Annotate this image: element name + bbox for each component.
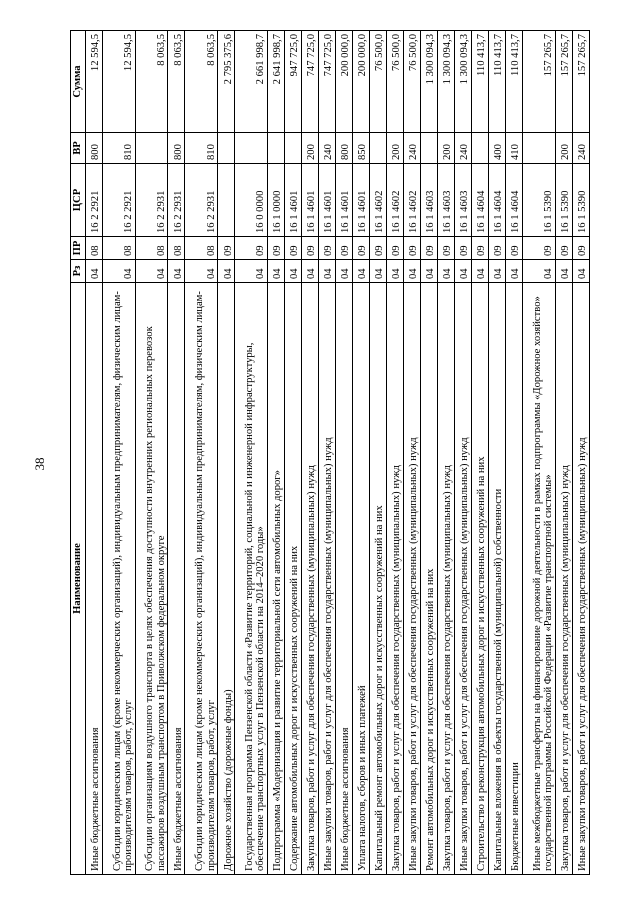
cell-pr: 08 (135, 237, 168, 260)
cell-pr: 09 (437, 237, 454, 260)
table-row (267, 31, 284, 875)
cell-csr: 16 1 4604 (471, 164, 488, 237)
cell-vr (284, 133, 301, 164)
cell-pr: 09 (523, 237, 556, 260)
cell-name: Закупка товаров, работ и услуг для обеспечения государственных (муниципальных) нужд (301, 283, 318, 875)
table-row (235, 31, 268, 875)
table-row (168, 31, 185, 875)
cell-pr: 09 (235, 237, 268, 260)
cell-name: Иные закупки товаров, работ и услуг для обеспечения государственных (муниципальных) нужд (454, 283, 471, 875)
header-vr: ВР (71, 133, 86, 164)
cell-rz: 04 (103, 260, 136, 283)
cell-csr: 16 2 2931 (185, 164, 218, 237)
cell-name: Субсидии организациям воздушного транспорта в целях обеспечения доступности внутренних региональных перевозок пассажиров воздушным транспортом в Приволжском федеральном округе (135, 283, 168, 875)
cell-rz: 04 (284, 260, 301, 283)
cell-vr: 240 (454, 133, 471, 164)
cell-csr: 16 1 4602 (369, 164, 386, 237)
cell-name: Закупка товаров, работ и услуг для обеспечения государственных (муниципальных) нужд (386, 283, 403, 875)
table-row (218, 31, 235, 875)
cell-csr: 16 1 4601 (318, 164, 335, 237)
cell-name: Ремонт автомобильных дорог и искусственных сооружений на них (420, 283, 437, 875)
cell-csr: 16 1 4602 (403, 164, 420, 237)
cell-csr: 16 1 4601 (335, 164, 352, 237)
cell-sum: 1 300 094,3 (420, 31, 437, 133)
cell-vr: 200 (386, 133, 403, 164)
cell-vr: 400 (489, 133, 506, 164)
cell-vr (471, 133, 488, 164)
cell-sum: 12 594,5 (103, 31, 136, 133)
cell-csr: 16 2 2931 (168, 164, 185, 237)
table-row (403, 31, 420, 875)
table-row (523, 31, 556, 875)
table-row (489, 31, 506, 875)
cell-name: Бюджетные инвестиции (506, 283, 523, 875)
cell-name: Иные закупки товаров, работ и услуг для обеспечения государственных (муниципальных) нужд (572, 283, 589, 875)
cell-rz: 04 (168, 260, 185, 283)
cell-csr: 16 1 0000 (267, 164, 284, 237)
header-row (71, 31, 86, 875)
cell-csr: 16 1 4604 (506, 164, 523, 237)
cell-rz: 04 (352, 260, 369, 283)
cell-vr: 410 (506, 133, 523, 164)
cell-rz: 04 (267, 260, 284, 283)
cell-sum: 1 300 094,3 (437, 31, 454, 133)
table-row (318, 31, 335, 875)
table-row (284, 31, 301, 875)
cell-rz: 04 (301, 260, 318, 283)
cell-pr: 09 (218, 237, 235, 260)
header-pr: ПР (71, 237, 86, 260)
cell-pr: 09 (284, 237, 301, 260)
cell-rz: 04 (185, 260, 218, 283)
cell-sum: 1 300 094,3 (454, 31, 471, 133)
cell-csr: 16 2 2921 (86, 164, 103, 237)
table-row (185, 31, 218, 875)
cell-sum: 8 063,5 (185, 31, 218, 133)
cell-pr: 09 (555, 237, 572, 260)
cell-sum: 8 063,5 (135, 31, 168, 133)
cell-pr: 09 (572, 237, 589, 260)
cell-rz: 04 (86, 260, 103, 283)
cell-csr: 16 1 5390 (523, 164, 556, 237)
cell-csr: 16 1 4602 (386, 164, 403, 237)
table-row (555, 31, 572, 875)
table-row (437, 31, 454, 875)
cell-sum: 110 413,7 (506, 31, 523, 133)
cell-vr: 240 (403, 133, 420, 164)
cell-vr: 800 (168, 133, 185, 164)
cell-name: Закупка товаров, работ и услуг для обеспечения государственных (муниципальных) нужд (555, 283, 572, 875)
cell-rz: 04 (506, 260, 523, 283)
cell-vr: 240 (318, 133, 335, 164)
cell-vr (369, 133, 386, 164)
cell-sum: 157 265,7 (523, 31, 556, 133)
cell-csr: 16 1 4604 (489, 164, 506, 237)
cell-vr: 810 (185, 133, 218, 164)
cell-sum: 12 594,5 (86, 31, 103, 133)
cell-name: Подпрограмма «Модернизация и развитие территориальной сети автомобильных дорог» (267, 283, 284, 875)
table-row (506, 31, 523, 875)
cell-csr: 16 1 4601 (352, 164, 369, 237)
cell-vr (420, 133, 437, 164)
cell-name: Субсидии юридическим лицам (кроме некоммерческих организаций), индивидуальным предпринимателям, физическим лицам-производителям товаров, работ, услуг (103, 283, 136, 875)
cell-name: Капитальные вложения в объекты государственной (муниципальной) собственности (489, 283, 506, 875)
cell-csr: 16 1 4601 (284, 164, 301, 237)
cell-pr: 08 (103, 237, 136, 260)
table-row (335, 31, 352, 875)
cell-sum: 110 413,7 (489, 31, 506, 133)
cell-name: Строительство и реконструкция автомобильных дорог и искусственных сооружений на них (471, 283, 488, 875)
table-row (386, 31, 403, 875)
cell-rz: 04 (218, 260, 235, 283)
cell-pr: 09 (420, 237, 437, 260)
cell-sum: 2 661 998,7 (235, 31, 268, 133)
cell-rz: 04 (235, 260, 268, 283)
cell-vr: 200 (301, 133, 318, 164)
cell-vr: 200 (437, 133, 454, 164)
cell-csr: 16 1 5390 (572, 164, 589, 237)
cell-sum: 110 413,7 (471, 31, 488, 133)
cell-pr: 09 (403, 237, 420, 260)
cell-sum: 8 063,5 (168, 31, 185, 133)
cell-vr (135, 133, 168, 164)
cell-pr: 09 (506, 237, 523, 260)
cell-sum: 157 265,7 (572, 31, 589, 133)
cell-name: Закупка товаров, работ и услуг для обеспечения государственных (муниципальных) нужд (437, 283, 454, 875)
table-row (352, 31, 369, 875)
cell-name: Иные бюджетные ассигнования (335, 283, 352, 875)
rotated-page-content (70, 30, 590, 875)
cell-vr (523, 133, 556, 164)
cell-pr: 08 (185, 237, 218, 260)
cell-csr: 16 1 4603 (437, 164, 454, 237)
cell-rz: 04 (386, 260, 403, 283)
cell-rz: 04 (369, 260, 386, 283)
cell-name: Государственная программа Пензенской области «Развитие территорий, социальной и инженерной инфраструктуры, обеспечение транспортных услуг в Пензенской области на 2014–2020 годы» (235, 283, 268, 875)
cell-rz: 04 (335, 260, 352, 283)
budget-table (70, 30, 590, 875)
cell-vr (218, 133, 235, 164)
cell-name: Иные межбюджетные трансферты на финансирование дорожной деятельности в рамках подпрограммы «Дорожное хозяйство» государственной программы Российской Федерации «Развитие транспортной системы» (523, 283, 556, 875)
cell-rz: 04 (135, 260, 168, 283)
cell-sum: 157 265,7 (555, 31, 572, 133)
table-row (135, 31, 168, 875)
header-rz: Рз (71, 260, 86, 283)
cell-rz: 04 (471, 260, 488, 283)
table-row (572, 31, 589, 875)
table-header (71, 31, 86, 875)
cell-name: Иные закупки товаров, работ и услуг для обеспечения государственных (муниципальных) нужд (318, 283, 335, 875)
cell-rz: 04 (489, 260, 506, 283)
cell-sum: 2 795 375,6 (218, 31, 235, 133)
table-row (86, 31, 103, 875)
cell-vr: 810 (103, 133, 136, 164)
cell-csr: 16 1 4601 (301, 164, 318, 237)
table-row (103, 31, 136, 875)
cell-sum: 747 725,0 (318, 31, 335, 133)
table-row (471, 31, 488, 875)
cell-pr: 09 (301, 237, 318, 260)
page-number: 38 (32, 457, 47, 471)
cell-vr (267, 133, 284, 164)
header-sum: Сумма (71, 31, 86, 133)
cell-rz: 04 (403, 260, 420, 283)
cell-rz: 04 (420, 260, 437, 283)
cell-pr: 09 (335, 237, 352, 260)
cell-sum: 200 000,0 (335, 31, 352, 133)
cell-name: Субсидии юридическим лицам (кроме некоммерческих организаций), индивидуальным предпринимателям, физическим лицам-производителям товаров, работ, услуг (185, 283, 218, 875)
cell-csr: 16 1 4603 (420, 164, 437, 237)
cell-name: Иные закупки товаров, работ и услуг для обеспечения государственных (муниципальных) нужд (403, 283, 420, 875)
header-name: Наименование (71, 283, 86, 875)
cell-sum: 76 500,0 (386, 31, 403, 133)
cell-pr: 09 (369, 237, 386, 260)
cell-csr: 16 1 5390 (555, 164, 572, 237)
cell-rz: 04 (572, 260, 589, 283)
cell-rz: 04 (318, 260, 335, 283)
cell-name: Иные бюджетные ассигнования (86, 283, 103, 875)
cell-rz: 04 (437, 260, 454, 283)
cell-rz: 04 (555, 260, 572, 283)
table-row (369, 31, 386, 875)
cell-name: Иные бюджетные ассигнования (168, 283, 185, 875)
cell-sum: 2 641 998,7 (267, 31, 284, 133)
cell-pr: 09 (386, 237, 403, 260)
cell-rz: 04 (454, 260, 471, 283)
cell-pr: 09 (352, 237, 369, 260)
cell-vr: 850 (352, 133, 369, 164)
table-body (86, 31, 590, 875)
cell-name: Уплата налогов, сборов и иных платежей (352, 283, 369, 875)
cell-pr: 09 (318, 237, 335, 260)
cell-csr (218, 164, 235, 237)
cell-sum: 747 725,0 (301, 31, 318, 133)
cell-pr: 09 (454, 237, 471, 260)
cell-pr: 09 (471, 237, 488, 260)
cell-name: Дорожное хозяйство (дорожные фонды) (218, 283, 235, 875)
cell-pr: 08 (86, 237, 103, 260)
cell-name: Капитальный ремонт автомобильных дорог и искусственных сооружений на них (369, 283, 386, 875)
cell-sum: 947 725,0 (284, 31, 301, 133)
cell-csr: 16 2 2931 (135, 164, 168, 237)
cell-pr: 09 (489, 237, 506, 260)
cell-pr: 09 (267, 237, 284, 260)
cell-sum: 76 500,0 (369, 31, 386, 133)
cell-vr: 800 (335, 133, 352, 164)
cell-csr: 16 2 2921 (103, 164, 136, 237)
cell-csr: 16 1 4603 (454, 164, 471, 237)
table-row (301, 31, 318, 875)
cell-sum: 76 500,0 (403, 31, 420, 133)
table-row (420, 31, 437, 875)
table-row (454, 31, 471, 875)
header-csr: ЦСР (71, 164, 86, 237)
cell-vr: 240 (572, 133, 589, 164)
cell-rz: 04 (523, 260, 556, 283)
cell-vr: 800 (86, 133, 103, 164)
cell-vr: 200 (555, 133, 572, 164)
cell-name: Содержание автомобильных дорог и искусственных сооружений на них (284, 283, 301, 875)
cell-csr: 16 0 0000 (235, 164, 268, 237)
cell-sum: 200 000,0 (352, 31, 369, 133)
cell-pr: 08 (168, 237, 185, 260)
cell-vr (235, 133, 268, 164)
